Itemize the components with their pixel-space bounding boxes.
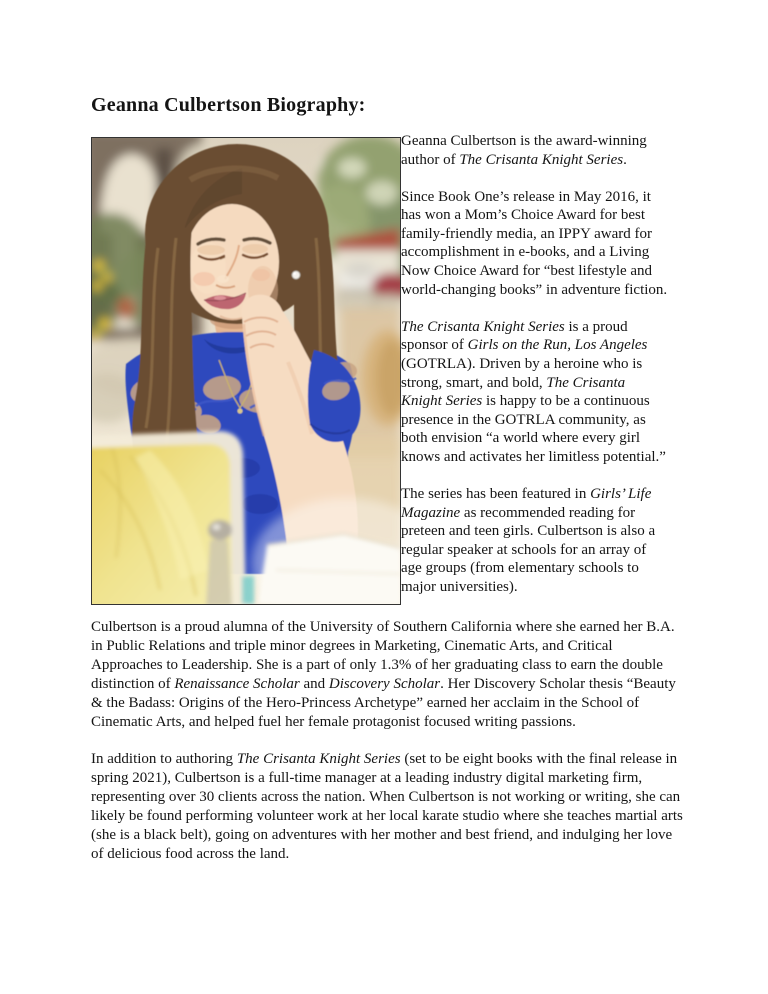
top-section <box>91 133 684 605</box>
bio-paragraph: The Crisanta Knight Series is a proud sponsor of Girls on the Run, Los Angeles (GOTRLA). Driven by a heroine who is strong, smart, and bold, The Crisanta Knight Series is happy to be a continuous presence in the GOTRLA community, as both envision “a world where every girl knows and activates her limitless potential.” <box>401 318 666 465</box>
bio-paragraph: The series has been featured in Girls’ Life Magazine as recommended reading for preteen and teen girls. Culbertson is also a regular speaker at schools for an array of age groups (from elementary schools to major universities). <box>401 486 656 595</box>
bio-paragraph: In addition to authoring The Crisanta Knight Series (set to be eight books with the final release in spring 2021), Culbertson is a full-time manager at a leading industry digital marketing firm, representing over 30 clients across the nation. When Culbertson is not working or writing, she can likely be found performing volunteer work at her local karate studio where she teaches martial arts (she is a black belt), going on adventures with her mother and best friend, and indulging her love of delicious food across the land. <box>91 751 683 862</box>
white-paper <box>258 534 400 604</box>
bio-paragraph: Geanna Culbertson is the award-winning author of The Crisanta Knight Series. <box>401 133 647 168</box>
bio-paragraph: Culbertson is a proud alumna of the University of Southern California where she earned her B.A. in Public Relations and triple minor degrees in Marketing, Cinematic Arts, and Critical Approaches to Leadership. She is a part of only 1.3% of her graduating class to earn the double distinction of Renaissance Scholar and Discovery Scholar. Her Discovery Scholar thesis “Beauty & the Badass: Origins of the Hero-Princess Archetype” earned her acclaim in the School of Cinematic Arts, and helped fuel her female protagonist focused writing passions. <box>91 619 676 730</box>
earring <box>292 271 300 279</box>
bio-paragraph: Since Book One’s release in May 2016, it has won a Mom’s Choice Award for best family-friendly media, an IPPY award for accomplishment in e-books, and a Living Now Choice Award for “best lifestyle and world-changing books” in adventure fiction. <box>401 188 668 298</box>
page-title: Geanna Culbertson Biography: <box>91 94 366 116</box>
author-photo-illustration <box>92 138 400 604</box>
bio-bottom-section <box>91 618 685 864</box>
bio-right-column <box>401 132 669 597</box>
author-photo <box>91 137 401 605</box>
